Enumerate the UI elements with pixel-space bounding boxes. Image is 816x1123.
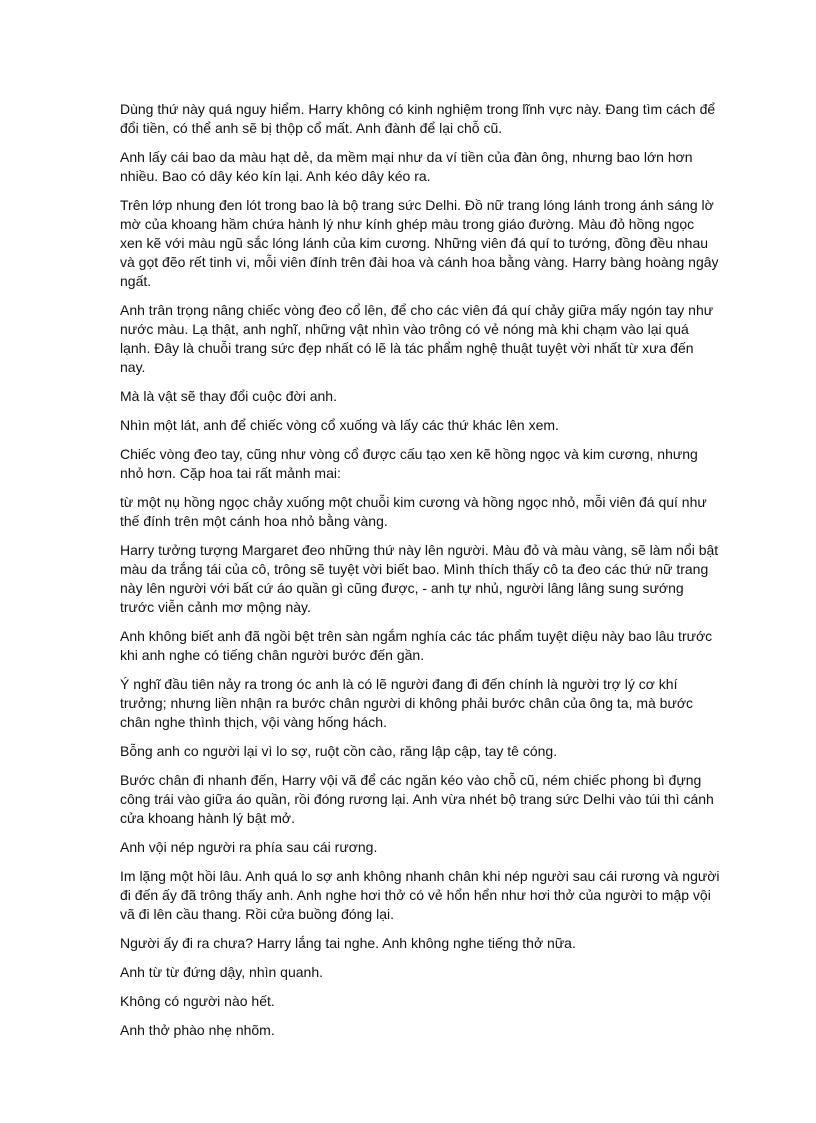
paragraph-12: Bỗng anh co người lại vì lo sợ, ruột cồn cào, răng lập cập, tay tê cóng. bbox=[120, 743, 558, 759]
paragraph-8: từ một nụ hồng ngọc chảy xuống một chuỗi kim cương và hồng ngọc nhỏ, mỗi viên đá quí như thế đính trên một cánh hoa nhỏ bằng vàng. bbox=[120, 494, 707, 529]
paragraph-19: Anh thở phào nhẹ nhõm. bbox=[120, 1022, 275, 1038]
paragraph-14: Anh vội nép người ra phía sau cái rương. bbox=[120, 839, 378, 855]
paragraph-7: Chiếc vòng đeo tay, cũng như vòng cổ được cấu tạo xen kẽ hồng ngọc và kim cương, nhưng nhỏ hơn. Cặp hoa tai rất mảnh mai: bbox=[120, 446, 698, 481]
paragraph-3: Trên lớp nhung đen lót trong bao là bộ trang sức Delhi. Đồ nữ trang lóng lánh trong ánh sáng lờ mờ của khoang hầm chứa hành lý như kính ghép màu trong giáo đường. Màu đỏ hồng ngọc xen kẽ với màu ngũ sắc lóng lánh của kim cương. Những viên đá quí to tướng, đồng đều nhau và gọt đẽo rết tinh vi, mỗi viên đính trên đài hoa và cánh hoa bằng vàng. Harry bàng hoàng ngây ngất. bbox=[120, 197, 719, 289]
paragraph-1: Dùng thứ này quá nguy hiểm. Harry không có kinh nghiệm trong lĩnh vực này. Đang tìm cách để đổi tiền, có thể anh sẽ bị thộp cổ mất. Anh đành để lại chỗ cũ. bbox=[120, 101, 716, 136]
paragraph-18: Không có người nào hết. bbox=[120, 993, 275, 1009]
paragraph-6: Nhìn một lát, anh để chiếc vòng cổ xuống và lấy các thứ khác lên xem. bbox=[120, 417, 559, 433]
paragraph-4: Anh trân trọng nâng chiếc vòng đeo cổ lên, để cho các viên đá quí chảy giữa mấy ngón tay như nước màu. Lạ thật, anh nghĩ, những vật nhìn vào trông có vẻ nóng mà khi chạm vào lại quá lạnh. Đây là chuỗi trang sức đẹp nhất có lẽ là tác phẩm nghệ thuật tuyệt vời nhất từ xưa đến nay. bbox=[120, 302, 714, 375]
paragraph-10: Anh không biết anh đã ngồi bệt trên sàn ngắm nghía các tác phẩm tuyệt diệu này bao lâu trước khi anh nghe có tiếng chân người bước đến gần. bbox=[120, 628, 713, 663]
paragraph-15: Im lặng một hồi lâu. Anh quá lo sợ anh không nhanh chân khi nép người sau cái rương và người đi đến ấy đã trông thấy anh. Anh nghe hơi thở có vẻ hổn hển như hơi thở của người to mập vội vã đi lên cầu thang. Rồi cửa buồng đóng lại. bbox=[120, 868, 720, 922]
paragraph-16: Người ấy đi ra chưa? Harry lắng tai nghe. Anh không nghe tiếng thở nữa. bbox=[120, 935, 576, 951]
document-page bbox=[120, 100, 720, 1050]
paragraph-13: Bước chân đi nhanh đến, Harry vội vã để các ngăn kéo vào chỗ cũ, ném chiếc phong bì đựng công trái vào giữa áo quần, rồi đóng rương lại. Anh vừa nhét bộ trang sức Delhi vào túi thì cánh cửa khoang hành lý bật mở. bbox=[120, 772, 714, 826]
paragraph-9: Harry tưởng tượng Margaret đeo những thứ này lên người. Màu đỏ và màu vàng, sẽ làm nổi bật màu da trắng tái của cô, trông sẽ tuyệt vời biết bao. Mình thích thấy cô ta đeo các thứ nữ trang này lên người với bất cứ áo quần gì cũng được, - anh tự nhủ, người lâng lâng sung sướng trước viễn cảnh mơ mộng này. bbox=[120, 542, 719, 615]
paragraph-2: Anh lấy cái bao da màu hạt dẻ, da mềm mại như da ví tiền của đàn ông, nhưng bao lớn hơn nhiều. Bao có dây kéo kín lại. Anh kéo dây kéo ra. bbox=[120, 149, 693, 184]
paragraph-17: Anh từ từ đứng dậy, nhìn quanh. bbox=[120, 964, 323, 980]
paragraph-11: Ý nghĩ đầu tiên nảy ra trong óc anh là có lẽ người đang đi đến chính là người trợ lý cơ khí trưởng; nhưng liền nhận ra bước chân người di không phải bước chân của ông ta, mà bước chân nghe thình thịch, vội vàng hống hách. bbox=[120, 676, 694, 730]
paragraph-5: Mà là vật sẽ thay đổi cuộc đời anh. bbox=[120, 388, 337, 404]
